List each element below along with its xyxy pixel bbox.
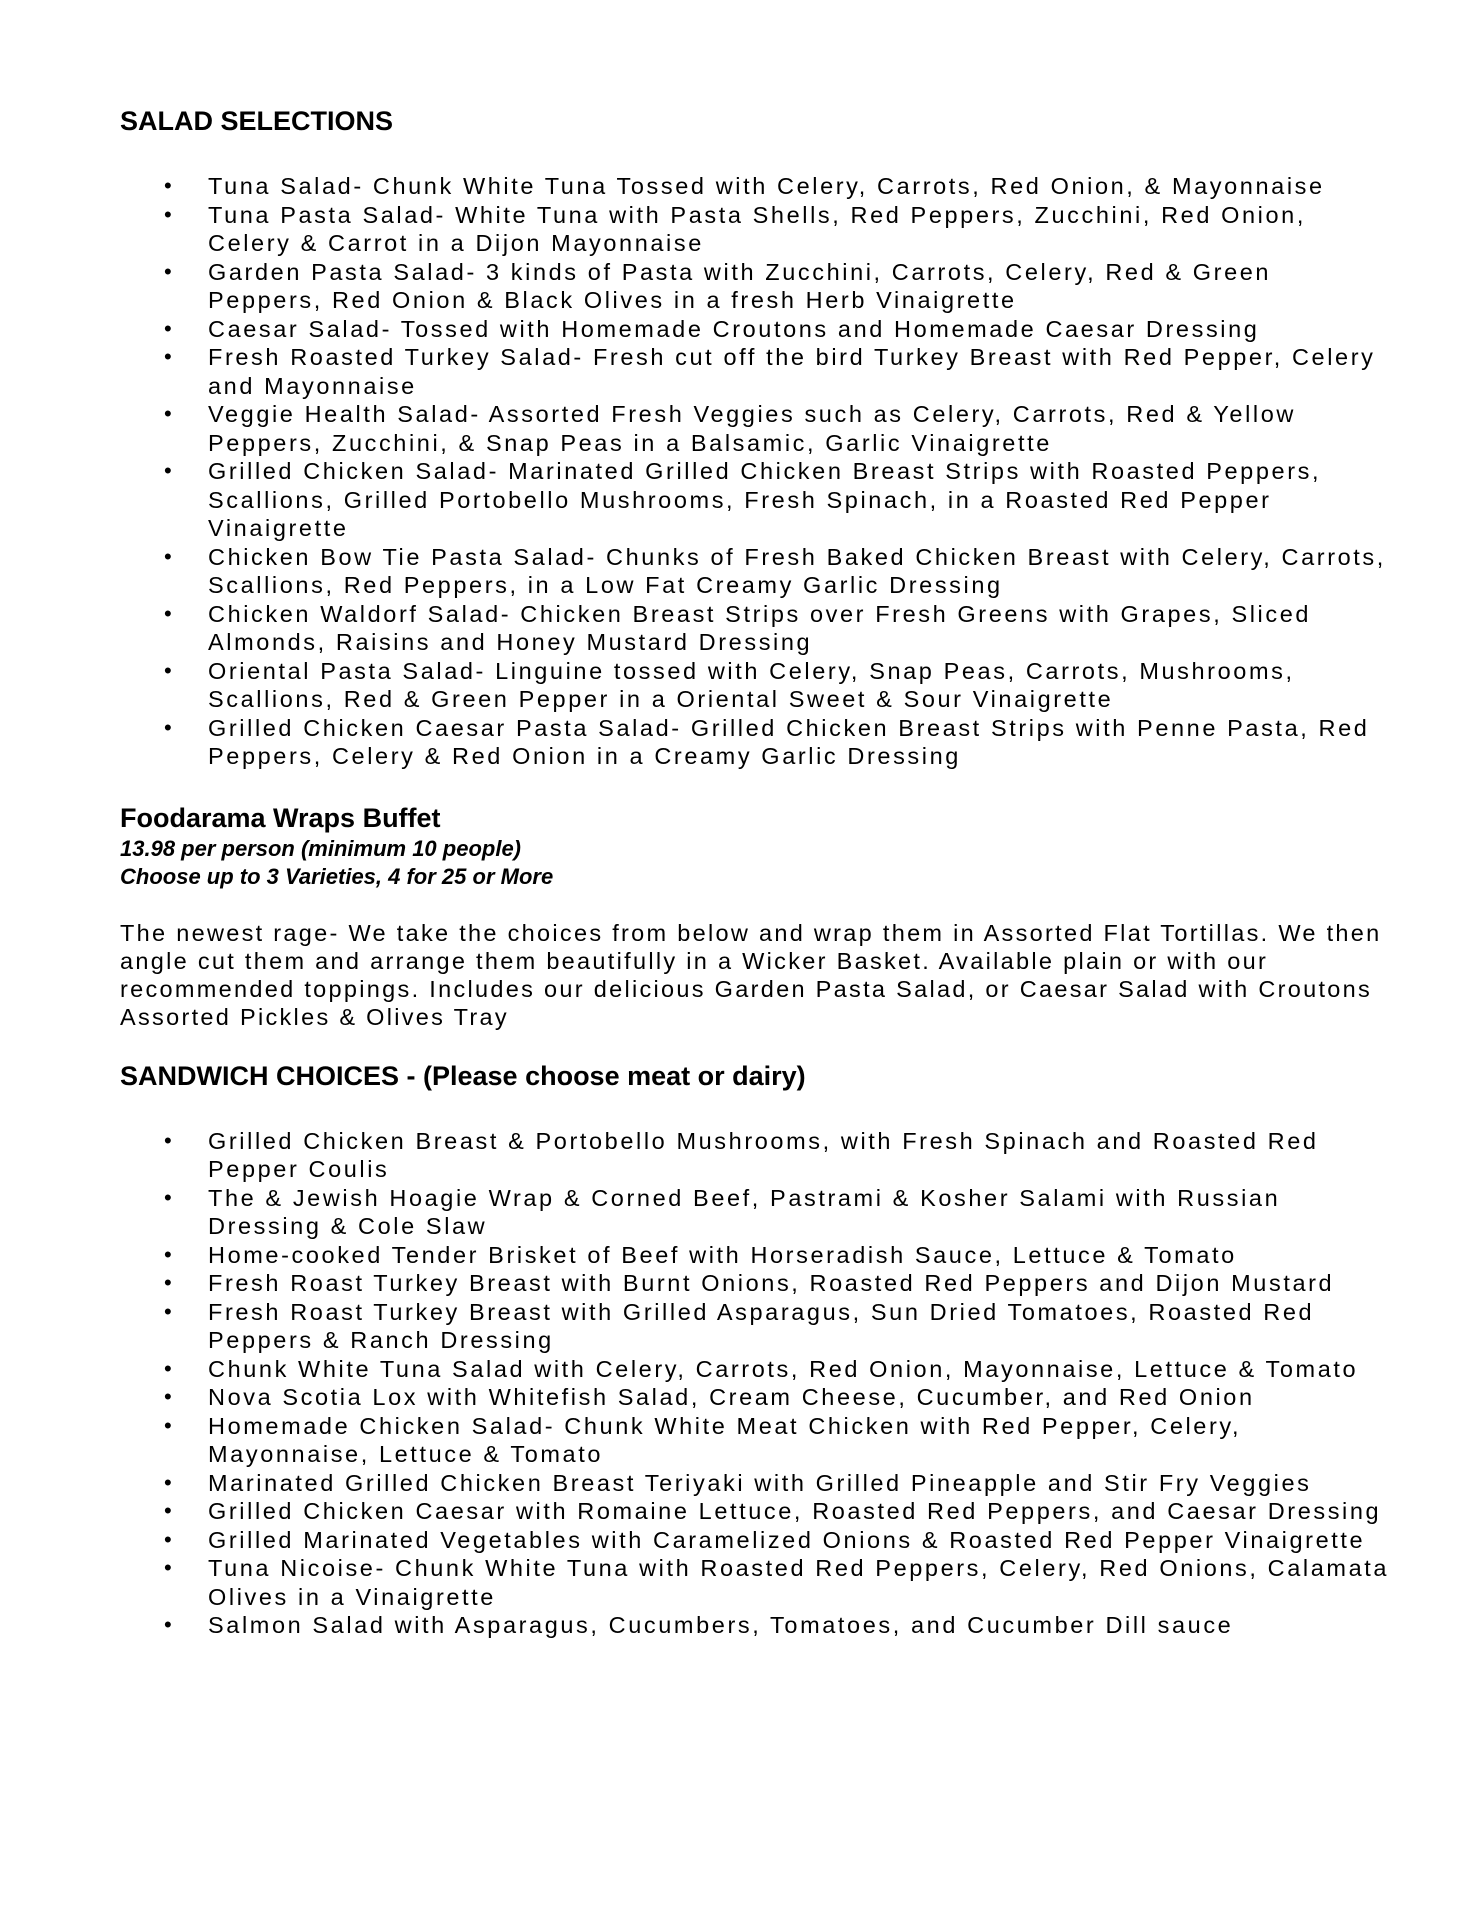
list-item: • Veggie Health Salad- Assorted Fresh Veggies such as Celery, Carrots, Red & Yellow Peppers, Zucchini, & Snap Peas in a Balsamic, Garlic Vinaigrette bbox=[164, 401, 1296, 456]
list-item: • Tuna Pasta Salad- White Tuna with Pasta Shells, Red Peppers, Zucchini, Red Onion, Celery & Carrot in a Dijon Mayonnaise bbox=[164, 201, 1306, 256]
list-item: • Chicken Waldorf Salad- Chicken Breast Strips over Fresh Greens with Grapes, Sliced Almonds, Raisins and Honey Mustard Dressing bbox=[164, 600, 1312, 655]
list-item: • Grilled Chicken Caesar with Romaine Lettuce, Roasted Red Peppers, and Caesar Dressing bbox=[164, 1498, 1382, 1524]
list-item: • Oriental Pasta Salad- Linguine tossed with Celery, Snap Peas, Carrots, Mushrooms, Scallions, Red & Green Pepper in a Oriental Sweet & Sour Vinaigrette bbox=[164, 657, 1295, 712]
menu-page bbox=[120, 104, 1390, 1640]
bullet-icon: • bbox=[164, 1384, 172, 1409]
list-item: • Homemade Chicken Salad- Chunk White Meat Chicken with Red Pepper, Celery, Mayonnaise, Lettuce & Tomato bbox=[164, 1412, 1242, 1467]
list-item: • Tuna Salad- Chunk White Tuna Tossed with Celery, Carrots, Red Onion, & Mayonnaise bbox=[164, 173, 1325, 199]
bullet-icon: • bbox=[164, 1270, 172, 1295]
bullet-icon: • bbox=[164, 1469, 172, 1495]
bullet-icon: • bbox=[164, 1184, 172, 1210]
list-item: • Fresh Roasted Turkey Salad- Fresh cut off the bird Turkey Breast with Red Pepper, Celery and Mayonnaise bbox=[164, 344, 1376, 399]
bullet-icon: • bbox=[164, 344, 172, 369]
list-item: • The & Jewish Hoagie Wrap & Corned Beef, Pastrami & Kosher Salami with Russian Dressing & Cole Slaw bbox=[164, 1184, 1281, 1239]
list-item: • Grilled Marinated Vegetables with Caramelized Onions & Roasted Red Pepper Vinaigrette bbox=[164, 1526, 1366, 1553]
list-item: • Fresh Roast Turkey Breast with Burnt Onions, Roasted Red Peppers and Dijon Mustard bbox=[164, 1270, 1335, 1296]
wraps-description: The newest rage- We take the choices from below and wrap them in Assorted Flat Tortillas. We then angle cut them and arrange them beautifully in a Wicker Basket. Available plain or with our recommended toppings. Includes our delicious Garden Pasta Salad, or Caesar Salad with Croutons Assorted Pickles & Olives Tray bbox=[120, 919, 1382, 1030]
bullet-icon: • bbox=[164, 401, 172, 426]
bullet-icon: • bbox=[164, 1526, 172, 1552]
list-item: • Chunk White Tuna Salad with Celery, Carrots, Red Onion, Mayonnaise, Lettuce & Tomato bbox=[164, 1355, 1359, 1382]
sandwich-choices-heading: SANDWICH CHOICES - (Please choose meat or dairy) bbox=[120, 1060, 806, 1091]
bullet-icon: • bbox=[164, 258, 172, 284]
bullet-icon: • bbox=[164, 173, 172, 198]
bullet-icon: • bbox=[164, 543, 172, 569]
bullet-icon: • bbox=[164, 1412, 172, 1438]
list-item: • Grilled Chicken Caesar Pasta Salad- Grilled Chicken Breast Strips with Penne Pasta, Red Peppers, Celery & Red Onion in a Creamy Garlic Dressing bbox=[164, 714, 1370, 769]
list-item: • Fresh Roast Turkey Breast with Grilled Asparagus, Sun Dried Tomatoes, Roasted Red Peppers & Ranch Dressing bbox=[164, 1298, 1315, 1353]
list-item: • Grilled Chicken Breast & Portobello Mushrooms, with Fresh Spinach and Roasted Red Pepper Coulis bbox=[164, 1127, 1319, 1182]
list-item: • Garden Pasta Salad- 3 kinds of Pasta with Zucchini, Carrots, Celery, Red & Green Peppers, Red Onion & Black Olives in a fresh Herb Vinaigrette bbox=[164, 258, 1272, 313]
bullet-icon: • bbox=[164, 1498, 172, 1523]
list-item: • Chicken Bow Tie Pasta Salad- Chunks of Fresh Baked Chicken Breast with Celery, Carrots, Scallions, Red Peppers, in a Low Fat Creamy Garlic Dressing bbox=[164, 543, 1386, 598]
list-item: • Salmon Salad with Asparagus, Cucumbers, Tomatoes, and Cucumber Dill sauce bbox=[164, 1612, 1234, 1638]
bullet-icon: • bbox=[164, 201, 172, 227]
salad-list bbox=[120, 172, 1390, 771]
bullet-icon: • bbox=[164, 1555, 172, 1580]
sandwich-list bbox=[120, 1127, 1390, 1640]
list-item: • Nova Scotia Lox with Whitefish Salad, Cream Cheese, Cucumber, and Red Onion bbox=[164, 1384, 1255, 1410]
bullet-icon: • bbox=[164, 1612, 172, 1637]
list-item: • Caesar Salad- Tossed with Homemade Croutons and Homemade Caesar Dressing bbox=[164, 315, 1260, 342]
bullet-icon: • bbox=[164, 714, 172, 740]
bullet-icon: • bbox=[164, 1355, 172, 1381]
bullet-icon: • bbox=[164, 1241, 172, 1267]
list-item: • Tuna Nicoise- Chunk White Tuna with Roasted Red Peppers, Celery, Red Onions, Calamata Olives in a Vinaigrette bbox=[164, 1555, 1390, 1610]
wraps-choice-line: Choose up to 3 Varieties, 4 for 25 or More bbox=[120, 863, 554, 889]
bullet-icon: • bbox=[164, 657, 172, 683]
list-item: • Marinated Grilled Chicken Breast Teriyaki with Grilled Pineapple and Stir Fry Veggies bbox=[164, 1469, 1312, 1496]
list-item: • Grilled Chicken Salad- Marinated Grilled Chicken Breast Strips with Roasted Peppers, Scallions, Grilled Portobello Mushrooms, Fresh Spinach, in a Roasted Red Pepper Vinaigrette bbox=[164, 458, 1322, 541]
bullet-icon: • bbox=[164, 1127, 172, 1153]
bullet-icon: • bbox=[164, 315, 172, 341]
list-item: • Home-cooked Tender Brisket of Beef with Horseradish Sauce, Lettuce & Tomato bbox=[164, 1241, 1237, 1268]
bullet-icon: • bbox=[164, 458, 172, 483]
salad-selections-heading: SALAD SELECTIONS bbox=[120, 106, 394, 136]
wraps-buffet-heading: Foodarama Wraps Buffet bbox=[120, 802, 441, 833]
bullet-icon: • bbox=[164, 600, 172, 626]
bullet-icon: • bbox=[164, 1298, 172, 1324]
wraps-price-line: 13.98 per person (minimum 10 people) bbox=[120, 835, 522, 861]
